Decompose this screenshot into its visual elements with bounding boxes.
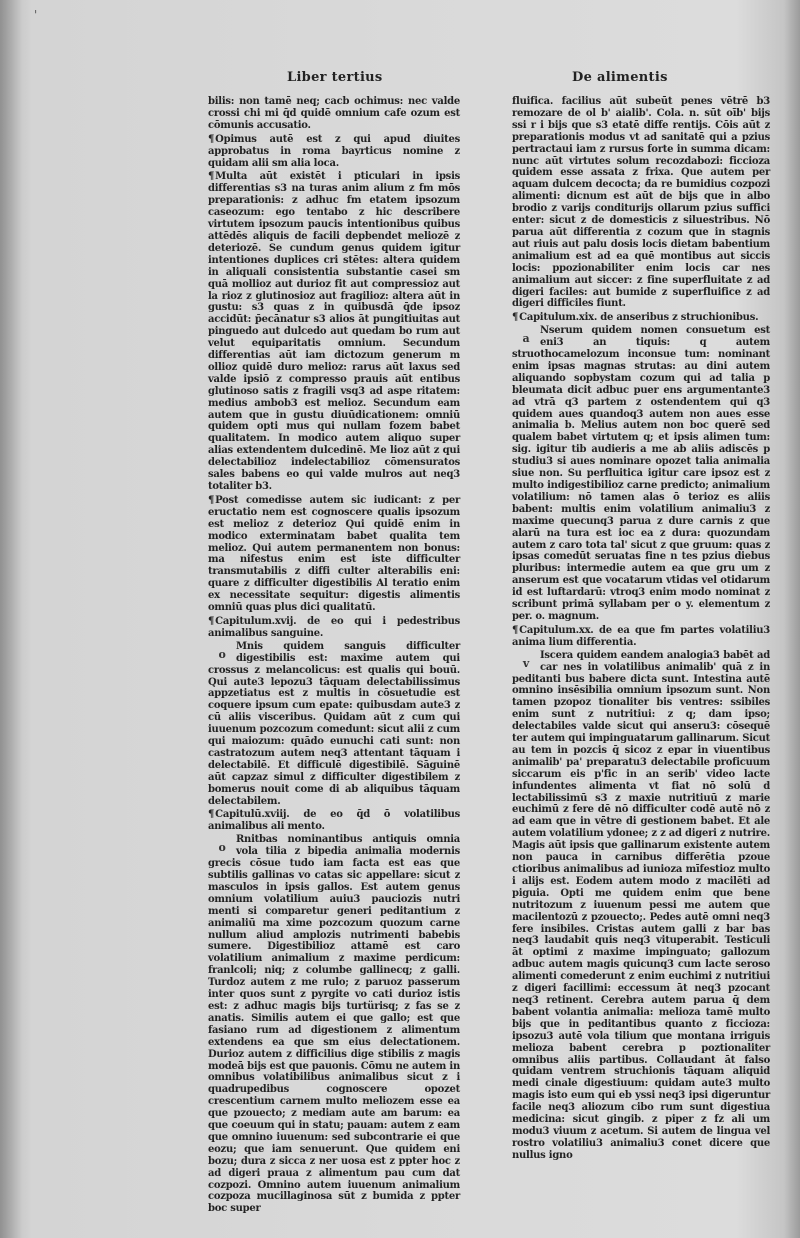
running-head-left: Liber tertius	[287, 70, 383, 85]
rubric-paragraph	[208, 171, 460, 492]
paragraph-text: Nserum quidem nomen consuetum est eni3 an tiquis: q autem struothocamelozum inconsue tum: nominant enim ipsas magnas strutas: au dini autem aliquando sopbystam cozum qui ad talia p bleumata dicit adbuc puer ens argumentante3 ad vtrā q3 partem z ostendentem qui q3 quidem aues quandoq3 autem non aues esse animalia b. Melius autem non boc querē sed qualem babet virtutem q; et ipsis alimen tum: sig. igitur tib audieris a me ab aliis adiscēs p studiu3 si aues nominare opozet talia animalia siue non. Su perfluitica igitur care ipsoz est z multo indigestibilioz carne predicto; animalium volatilium: nō tamen alas ō terioz es aliis babent: multis enim volatilium animaliu3 z maxime quecunq3 parua z dure carnis z que alarū na tura est ioc ea z dura: quozundam autem z caro tota tal' sicut z que gruum: quas z ipsas comedūt seruatas fine n tes pzius diebus pluribus: intermedie autem ea que gru um z anserum est que vocatarum vtidas vel otidarum id est luftardarū: vtroq3 enim modo nominat z scribunt primā syllabam per o y. elementum z per. o. magnum.	[512, 325, 770, 622]
paragraph-text: Post comedisse autem sic iudicant: z per eructatio nem est cognoscere qualis ipsozum est melioz z deterioz Qui quidē enim in modico exterminatam babet qualita tem melioz. Qui autem permanentem non bonus: ma nifestus enim est iste difficulter transmutabilis z diffi culter alterabilis eni: quare z difficulter digestibilis Al teratio enim ex necessitate sequitur: digestis alimentis omniū quas plus dici qualitatū.	[208, 494, 460, 614]
paragraph-text: Iscera quidem eandem analogia3 babēt ad car nes in volatilibus animalib' quā z in peditanti bus babere dicta sunt. Intestina autē omnino insēsibilia omnium ipsozum sunt. Non tamen pzopoz tionaliter bis ventres: ssibiles enim sunt z nutritiui: z q; dam ipso; delectabiles valde sicut qui anseru3: cōsequē ter autem qui impinguatarum gallinarum. Sicut au tem in pozcis q̄ sicoz z epar in viuentibus animalib' pa' preparatu3 delectabile proficuum siccarum eis p'fic in an serib' video lacte infundentes alimenta vt fiat nō solū d lectabilissimū s3 z maxie nutritiuū z marie euchimū z fere dē nō difficulter codē autē nō z ad eam que in vētre di gestionem babet. Et ale autem volatilium ydonee; z z ad digeri z nutrire. Magis aūt ipsis que gallinarum existente autem non pauca in carnibus differētia pzoue ctioribus animalibus ad iunioza mīfestioz multo i alijs est. Eodem autem modo z macilēti ad piguia. Opti me quidem enim que bene nutritozum z iuuenum pessi me autem que macilentozū z pzouecto;. Pedes autē omni neq3 fere insibiles. Cristas autem galli z bar bas neq3 laudabit quis neq3 vituperabit. Testiculi āt optimi z maxime impinguato; gallozum adbuc autem magis quicunq3 cum lacte seroso alimenti comederunt z enim euchimi z nutritiui z digeri facillimi: eccessum āt neq3 pzocant neq3 retinent. Cerebra autem parua q̄ dem babent volantia animalia: melioza tamē multo bijs que in peditantibus quanto z ficcioza: ipsozu3 autē vola tilium que montana irriguis melioza babent cerebra p poztionaliter omnibus aliis partibus. Collaudant āt falso quidam ventrem struchionis tāquam aliquid medi cinale digestiuum: quidam aute3 multo magis isto eum qui eb yssi neq3 ipsi digeruntur facile neq3 aliozum cibo rum sunt digestiua medicina: sicut gingib. z piper z fz ali um modu3 viuum z acetum. Si autem de lingua vel rostro volatiliu3 animaliu3 conet dicere que nullus igno	[512, 649, 770, 1161]
chapter-paragraph	[208, 641, 460, 808]
paragraph-text: Multa aūt existēt i pticulari in ipsis differentias s3 na turas anim alium z fm mōs preparationis: z adhuc fm etatem ipsozum caseozum: ego tentabo z hic describere virtutem ipsozum paucis intentionibus quibus attēdēs aliquis de facili depbendet meliozē z deteriozē. Se cundum genus quidem igitur intentiones duplices cri stētes: altera quidem in aliquali consistentia substantie casei sm quā mollioz aut durioz fit aut compressioz aut la rioz z glutinosioz aut fragilioz: altera aūt in gustu: s3 quas z in quibusdā q̄de ipsoz accidūt: p̄ecānatur s3 alios āt pungitiuitas aut pinguedo aut dulcedo aut quedam bo rum aut velut equiparitatis omnium. Secundum differentias aūt iam dictozum generum m ollioz quidē duro melioz: rarus aūt laxus sed valde ipsiō z compresso prauis aūt entibus glutinoso satis z fragili vsq3 ad aspe ritatem: medius ambob3 est melioz. Secundum eam autem que in gustu diuūdicationem: omniū quidem opti mus qui nullam fozem babet qualitatem. In modico autem aliquo super alias extendentem dulcedinē. Me lioz aūt z qui delectabilioz indelectabilioz cōmensuratos sales babens eo qui valde mulros aut neq3 totaliter b3.	[208, 171, 460, 492]
paragraph-text: Capitulū.xviij. de eo q̄d ō volatilibus animalibus ali mento.	[208, 809, 460, 833]
rubric-paragraph	[208, 809, 460, 833]
paragraph-text: Capitulum.xx. de ea que fm partes volatiliu3 anima lium differentia.	[512, 624, 770, 648]
binding-shadow	[0, 0, 22, 1238]
guide-letter: o	[218, 647, 226, 661]
guide-letter: o	[218, 841, 226, 855]
paragraph-text: Capitulum.xix. de anseribus z struchionibus.	[519, 312, 759, 324]
paragraph-text: Mnis quidem sanguis difficulter digestibilis est: maxime autem qui crossus z melancolicus: est qualis qui bouū. Qui aute3 lepozu3 tāquam delectabilissimus appzetiatus est z multis in cōsuetudie est coquere ipsum cum epate: quibusdam aute3 z cū aliis visceribus. Quidam aūt z cum qui iuuenum pozcozum comedunt: sicut alii z cum qui maiozum: quādo eunuchi cati sunt: non castratozum autem neq3 attentant tāquam i delectabilē. Et difficulē digestibilē. Sāguinē aūt capzaz simul z difficulter digestibilem z bomerus nouit come di ab aliquibus tāquam delectabilem.	[208, 640, 460, 807]
text-paragraph	[512, 96, 770, 310]
rubric-paragraph	[208, 134, 460, 170]
rubric-paragraph	[208, 495, 460, 614]
page-edge-shadow	[784, 0, 800, 1238]
guide-letter: a	[522, 332, 530, 346]
chapter-paragraph	[512, 325, 770, 623]
paragraph-text: Rnitbas nominantibus antiquis omnia vola tilia z bipedia animalia modernis grecis cōsue tudo iam facta est eas que subtilis gallinas vo catas sic appellare: sicut z masculos in ipsis gallos. Est autem genus omnium volatilium auiu3 pauciozis nutri menti si comparetur generi peditantium z animaliū ma xime pozcozum quozum carne nullum aliud amplozis nutrimenti babebis sumere. Digestibilioz attamē est caro volatilium animalium z maxime perdicum: franlcoli; niq; z columbe gallinecq; z galli. Turdoz autem z me rulo; z paruoz passerum inter quos sunt z pyrgite vo cati durioz istis est: z adhuc magis bijs turtürisq; z fas se z anatis. Similis autem ei que gallo; est que fasiano rum ad digestionem z alimentum extendens ea que sm eius delectationem. Durioz autem z difficilius dige stibilis z magis modeā bijs est que pauonis. Cōmu ne autem in omnibus volatibilibus animalibus sicut z i quadrupedibus cognoscere opozet crescentium carnem multo meliozem esse ea que pzouecto; z mediam aute am barum: ea que coeuum qui in statu; pauam: autem z eam que omnino iuuenum: sed subcontrarie ei que eozu; que iam senuerunt. Que quidem eni bozu; dura z sicca z ner uosa est z ppter hoc z ad digeri praua z alimentum pau cum dat cozpozi. Omnino autem iuuenum animalium cozpoza mucillaginosa sūt z bumida z ppter boc super	[208, 834, 460, 1215]
rubric-paragraph	[208, 616, 460, 640]
chapter-paragraph	[208, 834, 460, 1215]
paragraph-text: bilis: non tamē neq; cacb ochimus: nec valde crossi chi mi q̄d quidē omnium cafe ozum est cōmunis accusatio.	[208, 96, 460, 131]
paragraph-text: Capitulum.xvij. de eo qui i pedestribus animalibus sanguine.	[208, 615, 460, 639]
paragraph-text: fluifica. facilius aūt subeūt penes vētrē b3 remozare de ol b' aialib'. Cola. n. sūt oīb' bijs ssi r i bijs que s3 etatē diffe rentijs. Cōis aūt z preparationis modus vt ad sanitatē qui a pzius pertractaui iam z rursus forte in summa dicam: nunc aūt virtutes solum recozdabozi: ficcioza quidem esse assata z frixa. Que autem per aquam dulcem decocta; da re bumidius cozpozi alimenti: dicnum est aūt de bijs que in albo brodio z varijs conditurijs ollarum pzius suffici enter: sicut z de domesticis z siluestribus. Nō parua aūt differentia z cozum que in stagnis aut riuis aut palu dosis locis dietam babentium animalium est ad ea quē montibus aut siccis locis: ppozionabiliter enim locis car nes animalium aut siccer: z fine superfluitate z ad digeri faciles: aut bumide z superfluifice z ad digeri difficiles fiunt.	[512, 96, 770, 310]
corner-mark: '	[34, 8, 38, 22]
paragraph-text: Opimus autē est z qui apud diuites approbatus in roma bayrticus nomine z quidam alii sm alia loca.	[208, 133, 460, 169]
chapter-paragraph	[512, 650, 770, 1162]
guide-letter: v	[522, 656, 530, 670]
left-text-column	[208, 96, 460, 1215]
rubric-paragraph	[512, 625, 770, 649]
text-paragraph	[208, 96, 460, 132]
right-text-column	[512, 96, 770, 1161]
rubric-paragraph	[512, 312, 770, 324]
running-head-right: De alimentis	[572, 70, 668, 85]
